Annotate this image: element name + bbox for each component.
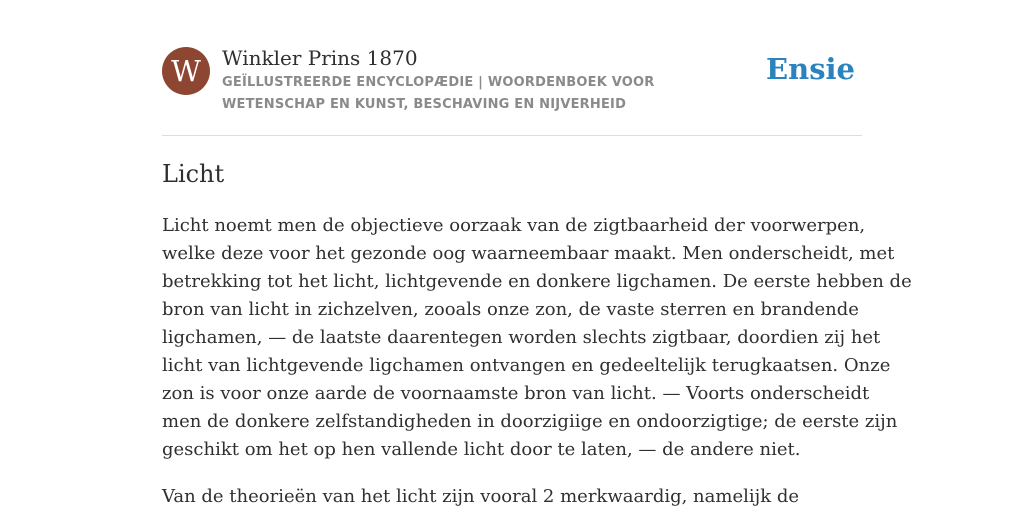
paragraph-line: betrekking tot het licht, lichtgevende en donkere ligchamen. De eerste hebben de: [162, 271, 912, 292]
paragraph-line: Van de theorieën van het licht zijn vooral 2 merkwaardig, namelijk de: [162, 486, 800, 507]
article-body: [162, 212, 912, 511]
paragraph-gap: [162, 464, 862, 483]
paragraph-line: bron van licht in zichzelven, zooals onze zon, de vaste sterren en brandende: [162, 299, 859, 320]
paragraph-2: [162, 483, 862, 511]
paragraph-1: [162, 212, 912, 464]
paragraph-line: welke deze voor het gezonde oog waarneembaar maakt. Men onderscheidt, met: [162, 243, 895, 264]
ensie-logo[interactable]: Ensie: [766, 52, 855, 86]
paragraph-line: zon is voor onze aarde de voornaamste bron van licht. — Voorts onderscheidt: [162, 383, 870, 404]
paragraph-line: licht van lichtgevende ligchamen ontvangen en gedeeltelijk terugkaatsen. Onze: [162, 355, 891, 376]
header-divider: [162, 135, 862, 136]
article-title: Licht: [162, 160, 225, 188]
paragraph-line: ligchamen, — de laatste daarentegen worden slechts zigtbaar, doordien zij het: [162, 327, 881, 348]
paragraph-line: geschikt om het op hen vallende licht door te laten, — de andere niet.: [162, 439, 801, 460]
source-avatar[interactable]: W: [162, 47, 210, 95]
source-title[interactable]: Winkler Prins 1870: [222, 46, 418, 70]
paragraph-line: men de donkere zelfstandigheden in doorzigiige en ondoorzigtige; de eerste zijn: [162, 411, 898, 432]
source-header: [162, 45, 862, 135]
source-subtitle: GEÏLLUSTREERDE ENCYCLOPÆDIE | WOORDENBOEK VOOR WETENSCHAP EN KUNST, BESCHAVING EN NIJVERHEID: [222, 75, 655, 112]
paragraph-line: Licht noemt men de objectieve oorzaak van de zigtbaarheid der voorwerpen,: [162, 215, 866, 236]
